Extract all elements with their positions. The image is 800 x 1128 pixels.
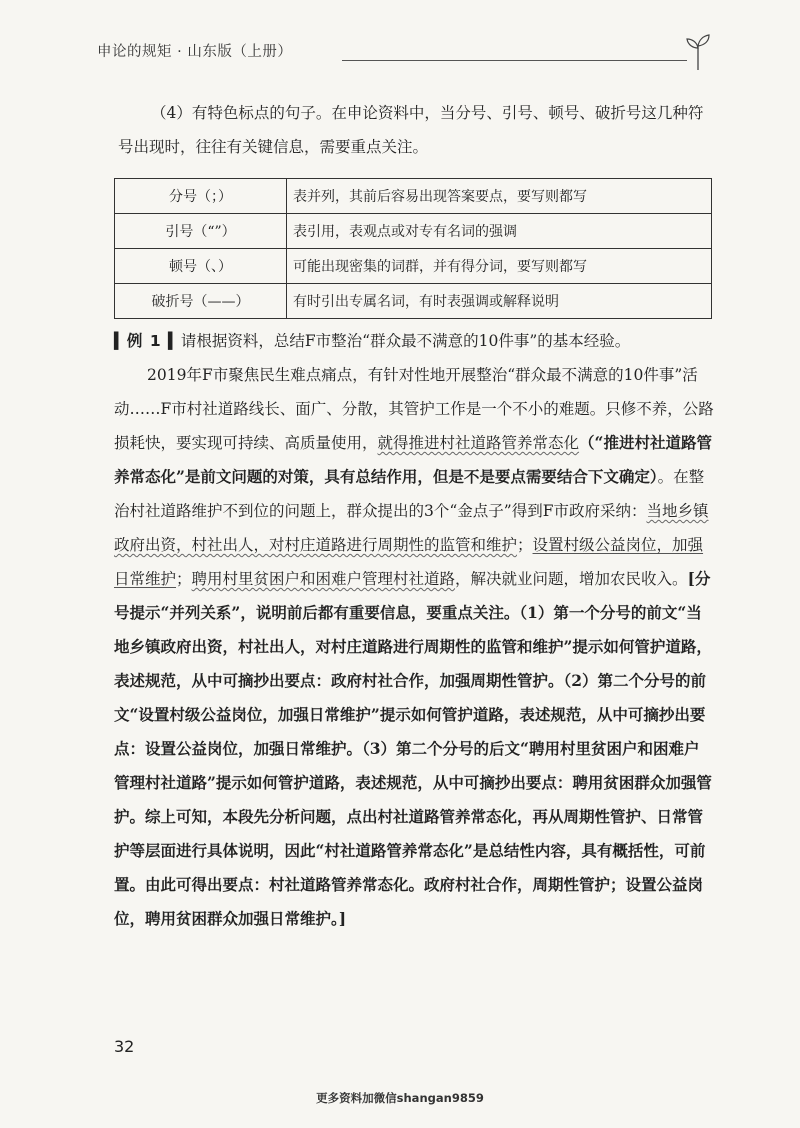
desc-cell: 表并列，其前后容易出现答案要点，要写则都写 [287, 179, 712, 214]
table-row [115, 214, 712, 249]
intro-paragraph [118, 96, 718, 164]
mark-cell: 分号（；） [115, 179, 287, 214]
footer-note: 更多资料加微信shangan9859 [316, 1091, 484, 1105]
running-header [97, 28, 713, 72]
mark-cell: 破折号（——） [115, 284, 287, 319]
intro-text: （4）有特色标点的句子。在申论资料中，当分号、引号、顿号、破折号这几种符号出现时，往往有关键信息，需要重点关注。 [118, 104, 704, 156]
example-question [114, 324, 714, 358]
header-rule [342, 60, 687, 61]
desc-cell: 有时引出专属名词，有时表强调或解释说明 [287, 284, 712, 319]
example-material: 2019年F市聚焦民生难点痛点，有针对性地开展整治“群众最不满意的10件事”活动……F市村社道路线长、面广、分散，其管护工作是一个不小的难题。只修不养，公路损耗快，要实现可持续、高质量使用，就得推进村社道路管养常态化（“推进村社道路管养常态化”是前文问题的对策，具有总结作用，但是不是要点需要结合下文确定）。在整治村社道路维护不到位的问题上，群众提出的3个“金点子”得到F市政府采纳：当地乡镇政府出资，村社出人，对村庄道路进行周期性的监管和维护；设置村级公益岗位，加强日常维护；聘用村里贫困户和困难户管理村社道路，解决就业问题，增加农民收入。[分号提示“并列关系”，说明前后都有重要信息，要重点关注。（1）第一个分号的前文“当地乡镇政府出资，村社出人，对村庄道路进行周期性的监管和维护”提示如何管护道路，表述规范，从中可摘抄出要点：政府村社合作，加强周期性管护。（2）第二个分号的前文“设置村级公益岗位，加强日常维护”提示如何管护道路，表述规范，从中可摘抄出要点：设置公益岗位，加强日常维护。（3）第二个分号的后文“聘用村里贫困户和困难户管理村社道路”提示如何管护道路，表述规范，从中可摘抄出要点：聘用贫困群众加强管护。综上可知，本段先分析问题，点出村社道路管养常态化，再从周期性管护、日常管护等层面进行具体说明，因此“村社道路管养常态化”是总结性内容，具有概括性，可前置。由此可得出要点：村社道路管养常态化。政府村社合作，周期性管护；设置公益岗位，聘用贫困群众加强日常维护。] [114, 366, 714, 928]
book-title: 申论的规矩 · 山东版（上册） [97, 44, 293, 60]
semicolon-segment-2: 设置村级公益岗位，加强日常维护 [114, 536, 704, 588]
key-phrase: 就得推进村社道路管养常态化 [377, 434, 580, 452]
example-section [114, 324, 714, 936]
desc-cell: 可能出现密集的词群，并有得分词，要写则都写 [287, 249, 712, 284]
analysis-note: [分号提示“并列关系”，说明前后都有重要信息，要重点关注。（1）第一个分号的前文“当地乡镇政府出资，村社出人，对村庄道路进行周期性的监管和维护”提示如何管护道路，表述规范，从中可摘抄出要点：政府村社合作，加强周期性管护。（2）第二个分号的前文“设置村级公益岗位，加强日常维护”提示如何管护道路，表述规范，从中可摘抄出要点：设置公益岗位，加强日常维护。（3）第二个分号的后文“聘用村里贫困户和困难户管理村社道路”提示如何管护道路，表述规范，从中可摘抄出要点：聘用贫困群众加强管护。综上可知，本段先分析问题，点出村社道路管养常态化，再从周期性管护、日常管护等层面进行具体说明，因此“村社道路管养常态化”是总结性内容，具有概括性，可前置。由此可得出要点：村社道路管养常态化。政府村社合作，周期性管护；设置公益岗位，聘用贫困群众加强日常维护。] [114, 569, 712, 928]
punctuation-table [114, 178, 712, 319]
mark-cell: 引号（“”） [115, 214, 287, 249]
table-row [115, 179, 712, 214]
table-row [115, 284, 712, 319]
semicolon-segment-1: 当地乡镇政府出资，村社出人，对村庄道路进行周期性的监管和维护 [114, 502, 709, 554]
desc-cell: 表引用，表观点或对专有名词的强调 [287, 214, 712, 249]
mark-cell: 顿号（、） [115, 249, 287, 284]
inline-note: （“推进村社道路管养常态化”是前文问题的对策，具有总结作用，但是不是要点需要结合下文确定） [114, 433, 712, 486]
semicolon-segment-3: 聘用村里贫困户和困难户管理村社道路 [191, 570, 456, 588]
question-text: 请根据资料，总结F市整治“群众最不满意的10件事”的基本经验。 [180, 332, 631, 350]
page-number: 32 [114, 1037, 135, 1056]
example-label: ▍例 1 ▍ [114, 332, 181, 350]
table-row [115, 249, 712, 284]
sprout-icon [685, 32, 711, 72]
